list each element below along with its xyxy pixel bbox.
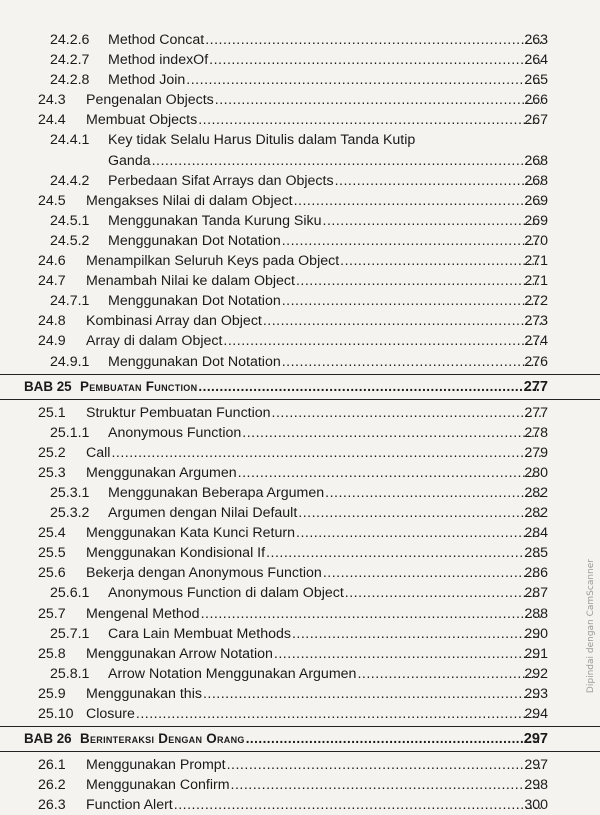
leader-dots <box>227 755 541 775</box>
toc-entry-title: Menggunakan Tanda Kurung Siku <box>108 212 322 229</box>
leader-dots <box>111 443 541 463</box>
toc-entry[interactable] <box>0 704 600 724</box>
toc-entry[interactable] <box>0 291 600 311</box>
scanner-watermark: Dipindai dengan CamScanner <box>586 558 596 693</box>
toc-entry-title: Membuat Objects <box>86 112 198 129</box>
toc-entry-number: 24.9.1 <box>50 353 90 370</box>
toc-entry-number: 25.7.1 <box>50 625 90 642</box>
toc-entry-number: 24.4.2 <box>50 172 90 189</box>
toc-entry-title-continued: Ganda <box>108 152 151 169</box>
toc-entry[interactable] <box>0 271 600 291</box>
toc-entry-title: Key tidak Selalu Harus Ditulis dalam Tanda Kutip <box>108 132 416 149</box>
leader-dots <box>345 583 541 603</box>
toc-entry-number: 25.10 <box>38 706 74 722</box>
toc-entry[interactable] <box>0 30 600 50</box>
toc-entry-title: Call <box>86 444 111 461</box>
toc-entry-title: Berinteraksi Dengan Orang <box>80 731 245 747</box>
toc-entry-page: 269 <box>524 212 548 229</box>
toc-entry-title: Menggunakan Dot Notation <box>108 232 281 249</box>
toc-chapter-entry[interactable] <box>0 374 600 400</box>
toc-entry-page: 291 <box>524 645 548 662</box>
toc-entry-number: 24.5.2 <box>50 232 90 249</box>
toc-entry-number: BAB 25 <box>24 378 72 394</box>
toc-entry-number: 26.1 <box>38 757 66 774</box>
toc-entry-page: 273 <box>524 313 548 330</box>
toc-entry[interactable] <box>0 463 600 483</box>
toc-entry-title: Kombinasi Array dan Object <box>86 313 262 330</box>
toc-entry-title: Method indexOf <box>108 52 209 69</box>
leader-dots <box>325 483 541 503</box>
leader-dots <box>335 171 541 191</box>
leader-dots <box>174 795 541 815</box>
toc-entry-title: Arrow Notation Menggunakan Argumen <box>108 665 357 682</box>
toc-entry-number: 25.8.1 <box>50 665 90 682</box>
toc-entry[interactable] <box>0 583 600 603</box>
toc-entry-title: Pembuatan Function <box>80 378 198 394</box>
leader-dots <box>263 311 541 331</box>
toc-entry-page: 293 <box>524 685 548 702</box>
toc-entry-title: Method Concat <box>108 32 205 48</box>
toc-entry-page: 278 <box>524 424 548 441</box>
toc-entry[interactable] <box>0 50 600 70</box>
toc-entry-title: Menampilkan Seluruh Keys pada Object <box>86 253 340 270</box>
toc-entry-page: 265 <box>524 72 548 89</box>
toc-entry-title: Array di dalam Object <box>86 333 223 350</box>
toc-entry-number: 24.8 <box>38 313 66 330</box>
toc-entry[interactable] <box>0 231 600 251</box>
toc-entry[interactable] <box>0 664 600 684</box>
toc-entry[interactable] <box>0 624 600 644</box>
toc-entry[interactable] <box>0 523 600 543</box>
toc-entry[interactable] <box>0 130 600 170</box>
leader-dots <box>340 251 541 271</box>
toc-entry-title: Menggunakan Dot Notation <box>108 293 281 310</box>
toc-entry-page: 271 <box>524 253 548 270</box>
toc-entry-page: 287 <box>524 585 548 602</box>
leader-dots <box>298 503 541 523</box>
toc-entry-number: 25.2 <box>38 444 66 461</box>
toc-entry[interactable] <box>0 90 600 110</box>
toc-entry-page: 282 <box>524 505 548 522</box>
toc-entry-page: 297 <box>524 757 548 774</box>
toc-entry-title: Menggunakan Kata Kunci Return <box>86 525 296 542</box>
toc-entry-page: 288 <box>524 605 548 622</box>
leader-dots <box>201 604 541 624</box>
toc-entry-page: 268 <box>524 152 548 169</box>
toc-entry-title: Menggunakan Dot Notation <box>108 353 281 370</box>
leader-dots <box>186 70 541 90</box>
toc-entry-number: 25.6.1 <box>50 585 90 602</box>
toc-entry[interactable] <box>0 755 600 775</box>
toc-entry[interactable] <box>0 110 600 130</box>
toc-entry-number: 25.9 <box>38 685 66 702</box>
leader-dots <box>292 624 541 644</box>
toc-entry-title: Menggunakan Prompt <box>86 757 226 774</box>
toc-entry-page: 300 <box>524 797 548 814</box>
toc-entry-page: 280 <box>524 464 548 481</box>
leader-dots <box>282 291 541 311</box>
toc-entry-number: 24.2.6 <box>50 32 90 48</box>
toc-entry-number: 24.3 <box>38 92 66 109</box>
toc-entry-title: Menggunakan Arrow Notation <box>86 645 273 662</box>
toc-entry-title: Menggunakan Beberapa Argumen <box>108 484 325 501</box>
leader-dots <box>282 231 541 251</box>
toc-entry-title: Perbedaan Sifat Arrays dan Objects <box>108 172 334 189</box>
toc-entry-page: 279 <box>524 444 548 461</box>
toc-entry-page: 298 <box>524 777 548 794</box>
toc-chapter-entry[interactable] <box>0 726 600 752</box>
toc-entry-number: 25.8 <box>38 645 66 662</box>
toc-entry-page: 290 <box>524 625 548 642</box>
toc-entry[interactable] <box>0 211 600 231</box>
toc-entry-number: 24.4 <box>38 112 66 129</box>
leader-dots <box>272 403 541 423</box>
leader-dots <box>203 684 541 704</box>
toc-entry-page: 282 <box>524 484 548 501</box>
toc-entry-number: 25.6 <box>38 565 66 582</box>
toc-entry-number: 25.3.1 <box>50 484 90 501</box>
toc-entry-page: 292 <box>524 665 548 682</box>
table-of-contents <box>0 30 600 815</box>
leader-dots <box>323 211 542 231</box>
toc-entry-number: 24.5.1 <box>50 212 90 229</box>
toc-entry-page: 272 <box>524 293 548 310</box>
toc-entry-number: 25.7 <box>38 605 66 622</box>
toc-entry-page: 269 <box>524 192 548 209</box>
toc-entry-number: 25.3 <box>38 464 66 481</box>
toc-entry-title: Anonymous Function di dalam Object <box>108 585 344 602</box>
toc-entry-title: Menggunakan Confirm <box>86 777 230 794</box>
leader-dots <box>136 704 541 724</box>
toc-entry-page: 276 <box>524 353 548 370</box>
toc-entry[interactable] <box>0 251 600 271</box>
toc-entry-number: 25.1.1 <box>50 424 90 441</box>
toc-entry-number: 24.7 <box>38 273 66 290</box>
toc-entry[interactable] <box>0 311 600 331</box>
leader-dots <box>246 727 539 751</box>
toc-entry-page: 277 <box>524 404 548 421</box>
leader-dots <box>205 30 541 50</box>
leader-dots <box>242 423 541 443</box>
toc-entry-title: Menambah Nilai ke dalam Object <box>86 273 295 290</box>
leader-dots <box>266 543 541 563</box>
leader-dots <box>238 463 541 483</box>
leader-dots <box>296 271 541 291</box>
leader-dots <box>296 523 541 543</box>
toc-entry-title: Argumen dengan Nilai Default <box>108 505 298 522</box>
toc-entry-title: Menggunakan this <box>86 685 202 702</box>
toc-entry-number: 24.6 <box>38 253 66 270</box>
leader-dots <box>198 110 541 130</box>
toc-entry-page: 263 <box>524 32 548 48</box>
toc-entry-page: 267 <box>524 112 548 129</box>
toc-entry-page: 277 <box>523 378 548 395</box>
toc-entry[interactable] <box>0 70 600 90</box>
leader-dots <box>223 331 541 351</box>
toc-entry[interactable] <box>0 483 600 503</box>
toc-entry[interactable] <box>0 644 600 664</box>
toc-entry-page: 294 <box>524 706 548 722</box>
toc-entry-title: Menggunakan Argumen <box>86 464 237 481</box>
toc-entry-number: 24.4.1 <box>50 132 90 149</box>
toc-entry[interactable] <box>0 403 600 423</box>
toc-entry[interactable] <box>0 423 600 443</box>
toc-entry-title: Function Alert <box>86 797 173 814</box>
toc-entry-number: BAB 26 <box>24 731 72 747</box>
toc-entry-page: 266 <box>524 92 548 109</box>
leader-dots <box>152 151 541 171</box>
toc-entry-title: Pengenalan Objects <box>86 92 214 109</box>
leader-dots <box>282 352 541 372</box>
toc-entry-title: Closure <box>86 706 135 722</box>
toc-entry[interactable] <box>0 775 600 795</box>
toc-entry[interactable] <box>0 563 600 583</box>
toc-entry-number: 25.4 <box>38 525 66 542</box>
toc-entry[interactable] <box>0 604 600 624</box>
toc-entry-title: Anonymous Function <box>108 424 242 441</box>
leader-dots <box>198 375 539 399</box>
leader-dots <box>209 50 541 70</box>
toc-entry[interactable] <box>0 191 600 211</box>
toc-entry-number: 24.2.8 <box>50 72 90 89</box>
toc-entry-number: 25.5 <box>38 545 66 562</box>
toc-entry-number: 25.3.2 <box>50 505 90 522</box>
leader-dots <box>323 563 541 583</box>
toc-entry-number: 24.5 <box>38 192 66 209</box>
toc-entry-title: Mengakses Nilai di dalam Object <box>86 192 293 209</box>
toc-entry-page: 268 <box>524 172 548 189</box>
toc-entry[interactable] <box>0 795 600 815</box>
toc-entry-page: 285 <box>524 545 548 562</box>
leader-dots <box>357 664 541 684</box>
toc-entry-title: Struktur Pembuatan Function <box>86 404 271 421</box>
leader-dots <box>274 644 541 664</box>
toc-entry-number: 24.9 <box>38 333 66 350</box>
toc-entry-page: 264 <box>524 52 548 69</box>
toc-entry-page: 286 <box>524 565 548 582</box>
toc-entry-number: 24.7.1 <box>50 293 90 310</box>
toc-entry[interactable] <box>0 543 600 563</box>
toc-entry[interactable] <box>0 443 600 463</box>
toc-entry-title: Bekerja dengan Anonymous Function <box>86 565 322 582</box>
toc-entry[interactable] <box>0 503 600 523</box>
toc-entry[interactable] <box>0 171 600 191</box>
toc-entry[interactable] <box>0 331 600 351</box>
toc-entry-number: 24.2.7 <box>50 52 90 69</box>
toc-entry-number: 26.3 <box>38 797 66 814</box>
toc-entry-number: 25.1 <box>38 404 66 421</box>
toc-entry-title: Mengenal Method <box>86 605 200 622</box>
toc-entry-title: Cara Lain Membuat Methods <box>108 625 291 642</box>
leader-dots <box>294 191 541 211</box>
toc-entry-page: 271 <box>524 273 548 290</box>
toc-entry-page: 270 <box>524 232 548 249</box>
toc-entry-page: 284 <box>524 525 548 542</box>
toc-entry[interactable] <box>0 684 600 704</box>
toc-entry-page: 274 <box>524 333 548 350</box>
toc-entry-title: Method Join <box>108 72 186 89</box>
leader-dots <box>231 775 541 795</box>
leader-dots <box>215 90 541 110</box>
toc-entry[interactable] <box>0 352 600 372</box>
toc-entry-page: 297 <box>523 731 548 748</box>
toc-entry-title: Menggunakan Kondisional If <box>86 545 266 562</box>
toc-entry-number: 26.2 <box>38 777 66 794</box>
